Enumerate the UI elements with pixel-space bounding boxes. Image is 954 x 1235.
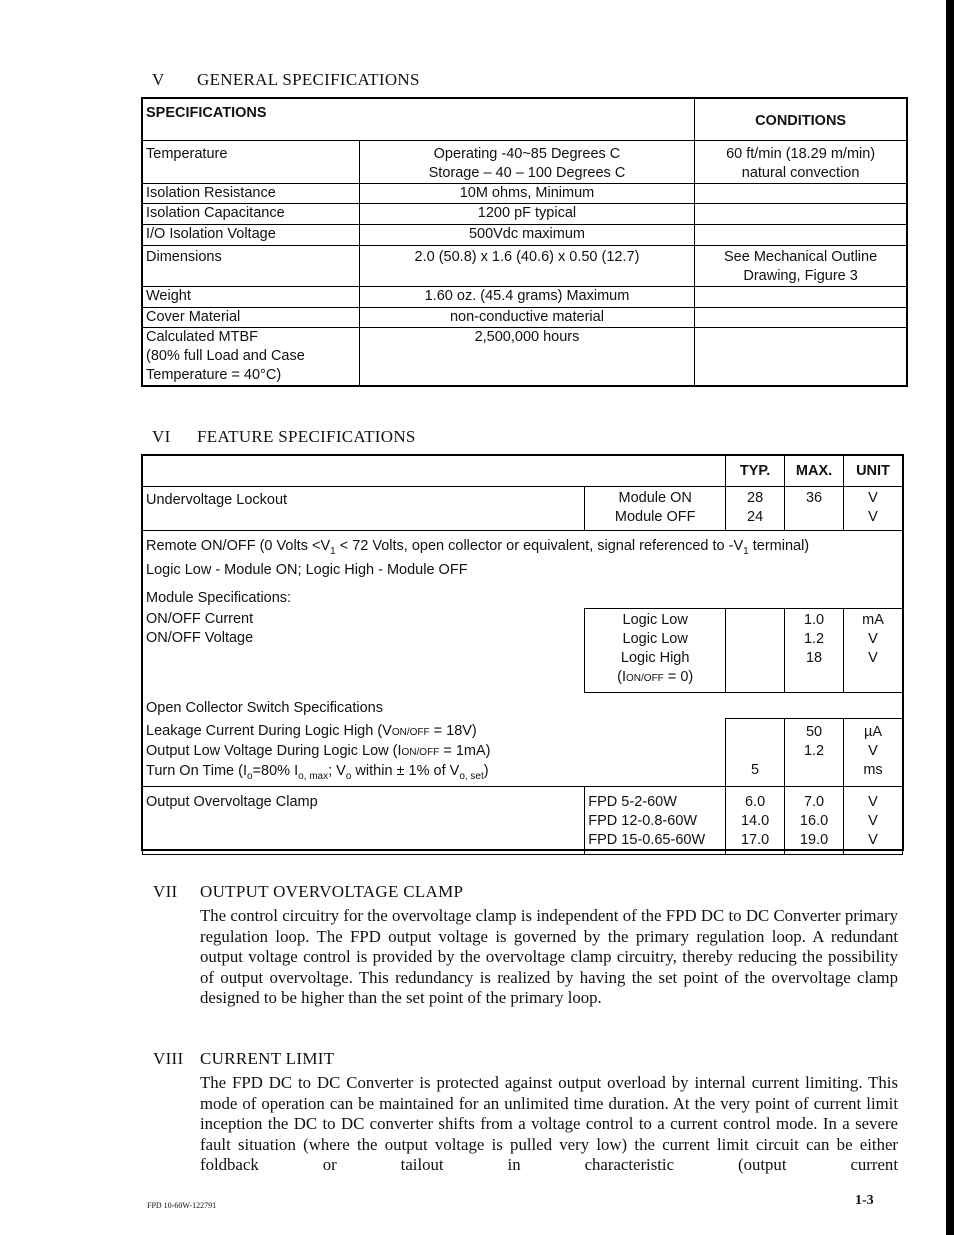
spec-value: 1200 pF typical (359, 204, 694, 225)
uvlo-typ: 28 24 (726, 487, 785, 531)
table-header-row (143, 99, 907, 141)
onoff-unit: mA V V (844, 608, 903, 692)
page-edge-bar (946, 0, 954, 1235)
table-row (143, 287, 907, 308)
spec-condition (695, 184, 907, 204)
spec-value: 500Vdc maximum (359, 225, 694, 246)
spec-name: Dimensions (143, 246, 360, 287)
ovc-label: Output Overvoltage Clamp (143, 787, 585, 855)
leakage-current-label: Leakage Current During Logic High (VON/OFF = 18V) (146, 723, 477, 740)
page-number: 1-3 (855, 1193, 874, 1208)
spec-condition (695, 287, 907, 308)
ovc-row (143, 787, 903, 855)
ovc-models: FPD 5-2-60W FPD 12-0.8-60W FPD 15-0.65-60W (585, 787, 726, 855)
section-v-number: V (152, 70, 165, 89)
onoff-conditions: Logic Low Logic Low Logic High (ION/OFF = 0) (585, 608, 726, 692)
spec-name: I/O Isolation Voltage (143, 225, 360, 246)
output-low-voltage-label: Output Low Voltage During Logic Low (ION/OFF = 1mA) (146, 743, 491, 760)
section-vii-heading (153, 882, 463, 902)
open-collector-row (143, 692, 903, 718)
open-collector-label: Open Collector Switch Specifications (143, 692, 903, 718)
section-vi-number: VI (152, 427, 171, 446)
spec-condition (695, 308, 907, 328)
section-v-title: GENERAL SPECIFICATIONS (197, 70, 420, 89)
section-vi-heading (152, 427, 416, 447)
table-row (143, 184, 907, 204)
spec-condition: See Mechanical Outline Drawing, Figure 3 (695, 246, 907, 287)
table-row (143, 328, 907, 386)
section-vii-body: The control circuitry for the overvoltage clamp is independent of the FPD DC to DC Converter primary regulation loop. The FPD output voltage is governed by the primary regulation loop. A redundant output voltage control is provided by the overvoltage clamp circuitry, thereby reducing the possibility of output overvoltage. This redundancy is realized by having the set point of the overvoltage clamp designed to be higher than the set point of the primary loop. (200, 906, 898, 1007)
typ-header: TYP. (726, 456, 785, 487)
open-collector-typ: 5 (726, 718, 785, 786)
specifications-header: SPECIFICATIONS (143, 99, 695, 141)
remote-onoff-row (143, 531, 903, 609)
spec-condition (695, 225, 907, 246)
uvlo-label: Undervoltage Lockout (143, 487, 585, 531)
remote-onoff-line1: Remote ON/OFF (0 Volts $<V_1 < 72$ Volts, open collector or equivalent, signal referenced to $-V_1$ terminal) (146, 538, 810, 557)
module-specs-label: Module Specifications: (146, 589, 292, 606)
unit-header: UNIT (844, 456, 903, 487)
open-collector-unit: µA V ms (844, 718, 903, 786)
uvlo-modes: Module ON Module OFF (585, 487, 726, 531)
spec-name: Cover Material (143, 308, 360, 328)
table-row (143, 246, 907, 287)
spec-condition: 60 ft/min (18.29 m/min) natural convection (695, 141, 907, 184)
remote-onoff-line2: Logic Low - Module ON; Logic High - Module OFF (146, 561, 468, 578)
onoff-current-label: ON/OFF Current (146, 611, 254, 628)
onoff-max: 1.0 1.2 18 (785, 608, 844, 692)
spec-condition (695, 328, 907, 386)
open-collector-values-row (143, 718, 903, 786)
section-viii-title: CURRENT LIMIT (200, 1049, 335, 1068)
general-specs-table (142, 98, 907, 386)
section-v-heading (152, 70, 420, 90)
spec-name: Calculated MTBF (80% full Load and Case Temperature = 40°C) (143, 328, 360, 386)
feature-specs-table (142, 455, 903, 855)
table-row (143, 487, 903, 531)
section-vii-number: VII (153, 882, 178, 901)
section-viii-number: VIII (153, 1049, 184, 1068)
open-collector-max: 50 1.2 (785, 718, 844, 786)
ovc-unit: V V V (844, 787, 903, 855)
table-header-row (143, 456, 903, 487)
uvlo-unit: V V (844, 487, 903, 531)
onoff-typ (726, 608, 785, 692)
onoff-voltage-label: ON/OFF Voltage (146, 630, 254, 647)
uvlo-max: 36 (785, 487, 844, 531)
spec-value: non-conductive material (359, 308, 694, 328)
turn-on-time-label: Turn On Time ($I_o=80\%$ $I_{o, max}$; $V_o$ within ± 1% of $V_{o, set}$) (146, 763, 489, 783)
spec-value: Operating -40~85 Degrees C Storage – 40 – 100 Degrees C (359, 141, 694, 184)
spec-value: 1.60 oz. (45.4 grams) Maximum (359, 287, 694, 308)
table-row (143, 225, 907, 246)
spec-value: 2,500,000 hours (359, 328, 694, 386)
section-vii-title: OUTPUT OVERVOLTAGE CLAMP (200, 882, 464, 901)
footer-doc-id: FPD 10-60W-122791 (147, 1201, 217, 1210)
conditions-header: CONDITIONS (695, 99, 907, 141)
spec-name: Isolation Resistance (143, 184, 360, 204)
table-row (143, 204, 907, 225)
spec-condition (695, 204, 907, 225)
ovc-max: 7.0 16.0 19.0 (785, 787, 844, 855)
spec-value: 2.0 (50.8) x 1.6 (40.6) x 0.50 (12.7) (359, 246, 694, 287)
section-viii-heading (153, 1049, 334, 1069)
section-vi-title: FEATURE SPECIFICATIONS (197, 427, 416, 446)
spec-value: 10M ohms, Minimum (359, 184, 694, 204)
spec-name: Temperature (143, 141, 360, 184)
table-row (143, 308, 907, 328)
spec-name: Isolation Capacitance (143, 204, 360, 225)
ovc-typ: 6.0 14.0 17.0 (726, 787, 785, 855)
section-viii-body: The FPD DC to DC Converter is protected against output overload by internal current limiting. This mode of operation can be maintained for an unlimited time duration. At the very point of current limit inception the DC to DC converter shifts from a voltage control to a current control mode. In a severe fault situation (where the output voltage is pulled very low) the current limit circuit can be either foldback or tailout in characteristic (output current (200, 1073, 898, 1174)
table-row (143, 141, 907, 184)
max-header: MAX. (785, 456, 844, 487)
spec-name: Weight (143, 287, 360, 308)
onoff-row (143, 608, 903, 692)
